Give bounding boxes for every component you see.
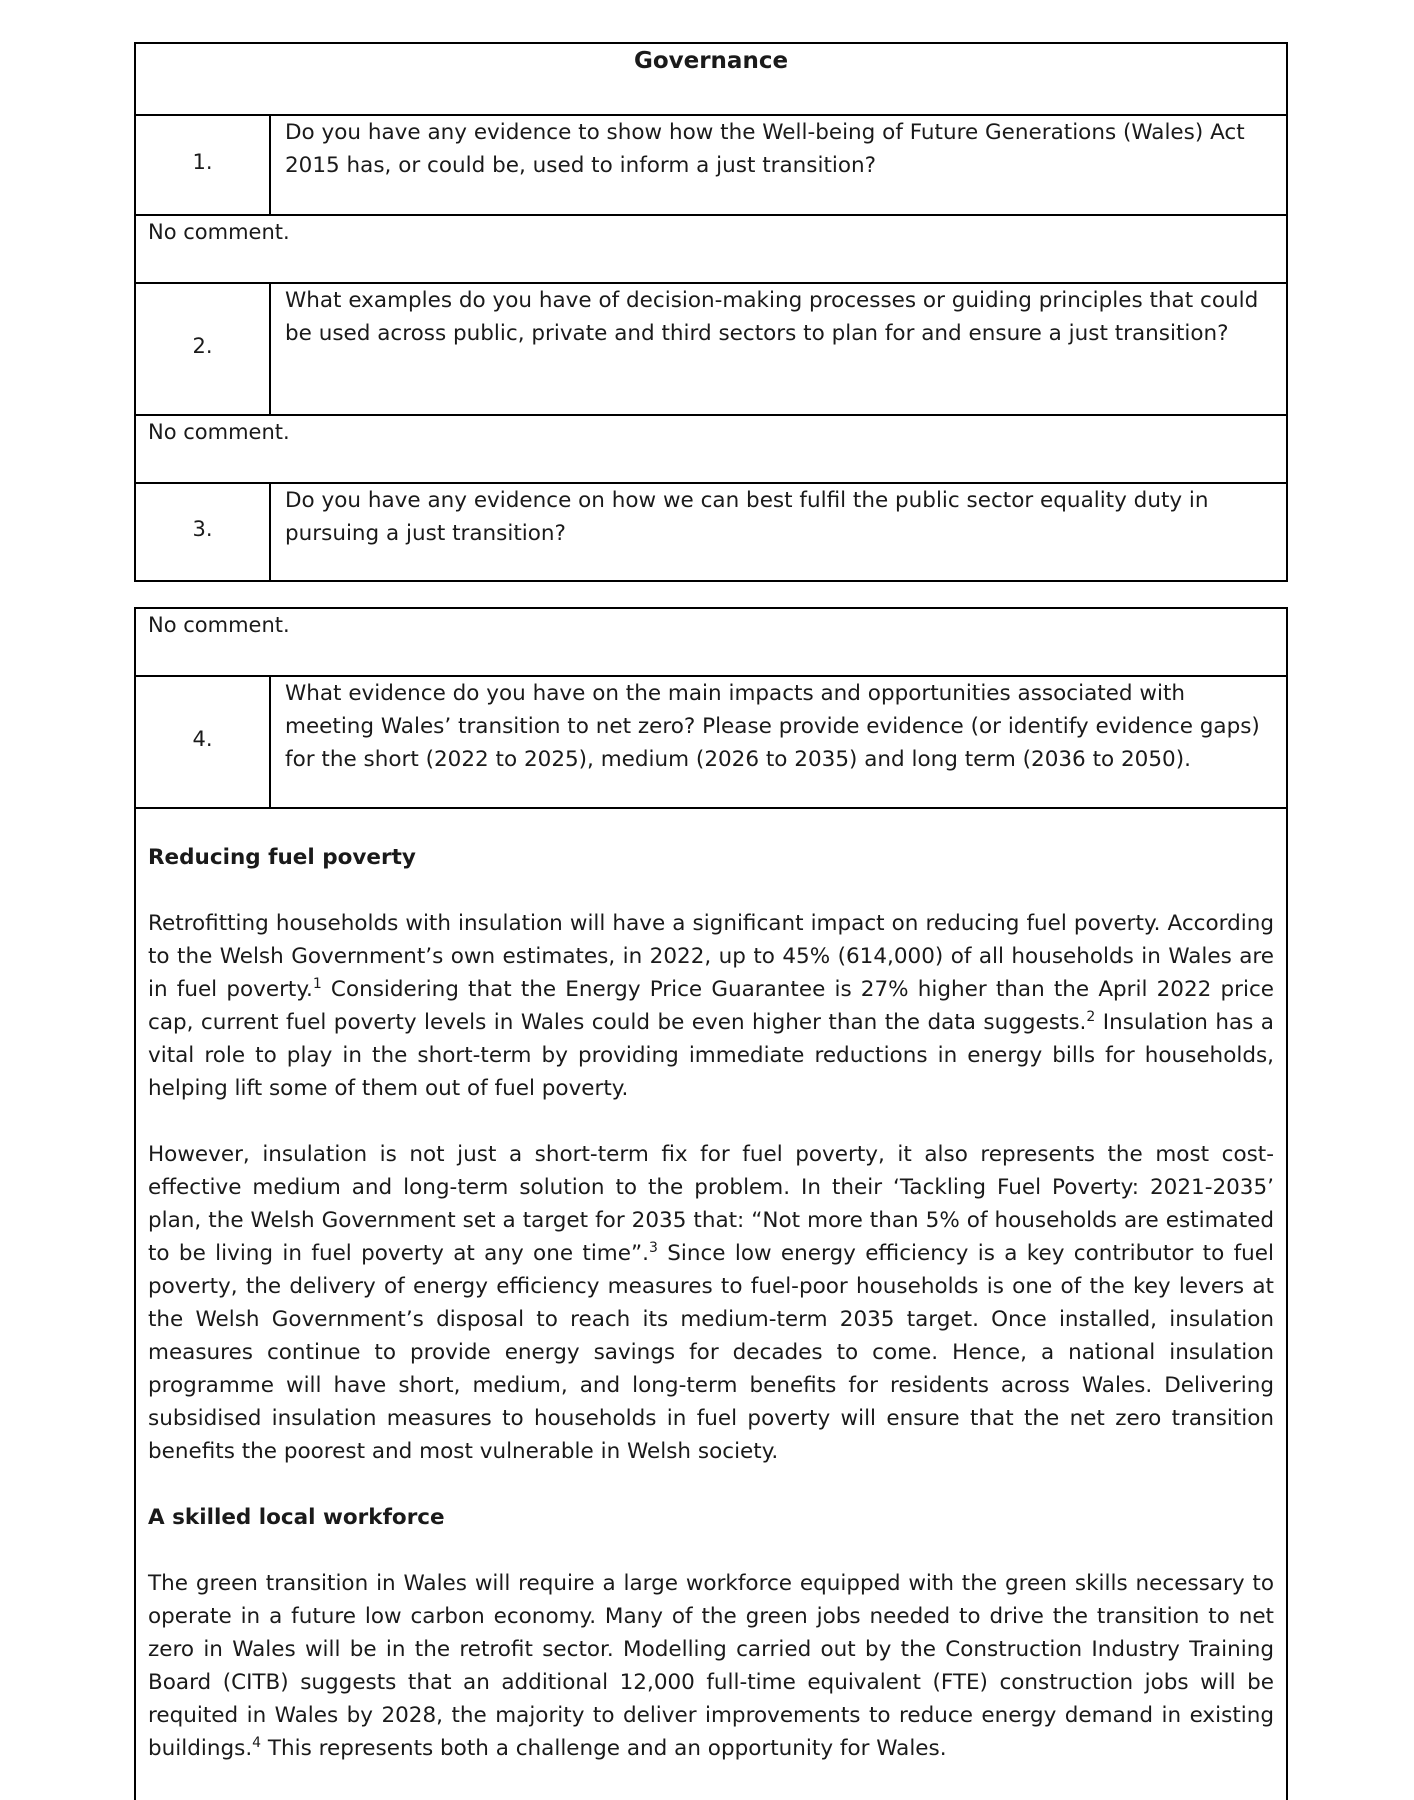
- question-number: 3.: [136, 484, 271, 580]
- question-row-3: [136, 484, 1286, 580]
- paragraph-fuel-poverty: Retrofitting households with insulation will have a significant impact on reducing fuel poverty. According to the Welsh Government’s own estimates, in 2022, up to 45% (614,000) of all households in Wales are in fuel poverty.$^1$ Considering that the Energy Price Guarantee is 27% higher than the April 2022 price cap, current fuel poverty levels in Wales could be even higher than the data suggests.$^2$ Insulation has a vital role to play in the short-term by providing immediate reductions in energy bills for households, helping lift some of them out of fuel poverty.: [148, 911, 1275, 1101]
- heading-reducing-fuel-poverty: Reducing fuel poverty: [148, 845, 416, 870]
- footnote-ref-4[interactable]: 4: [252, 1734, 262, 1751]
- question-number: 4.: [136, 677, 271, 807]
- question-text: Do you have any evidence to show how the Well-being of Future Generations (Wales) Act 2015 has, or could be, used to inform a just transition?: [285, 120, 1245, 178]
- footnote-ref-3[interactable]: 3: [648, 1239, 658, 1256]
- question-row-4: [136, 677, 1286, 809]
- answer-3: No comment.: [136, 609, 1286, 677]
- footnote-ref-1[interactable]: 1: [312, 975, 322, 992]
- paragraph-workforce: The green transition in Wales will require a large workforce equipped with the green skills necessary to operate in a future low carbon economy. Many of the green jobs needed to drive the transition to net zero in Wales will be in the retrofit sector. Modelling carried out by the Construction Industry Training Board (CITB) suggests that an additional 12,000 full-time equivalent (FTE) construction jobs will be requited in Wales by 2028, the majority to deliver improvements to reduce energy demand in existing buildings.$^4$ This represents both a challenge and an opportunity for Wales.: [148, 1571, 1274, 1761]
- governance-table-continued: [134, 607, 1288, 1800]
- paragraph-long-term-solution: However, insulation is not just a short-term fix for fuel poverty, it also represents the most cost-effective medium and long-term solution to the problem. In their ‘Tackling Fuel Poverty: 2021-2035’ plan, the Welsh Government set a target for 2035 that: “Not more than 5% of households are estimated to be living in fuel poverty at any one time”.$^3$ Since low energy efficiency is a key contributor to fuel poverty, the delivery of energy efficiency measures to fuel-poor households is one of the key levers at the Welsh Government’s disposal to reach its medium-term 2035 target. Once installed, insulation measures continue to provide energy savings for decades to come. Hence, a national insulation programme will have short, medium, and long-term benefits for residents across Wales. Delivering subsidised insulation measures to households in fuel poverty will ensure that the net zero transition benefits the poorest and most vulnerable in Welsh society.: [148, 1142, 1275, 1464]
- question-row-1: [136, 116, 1286, 216]
- answer-2: No comment.: [136, 416, 1286, 484]
- question-number: 2.: [136, 284, 271, 414]
- footnote-ref-2[interactable]: 2: [1086, 1008, 1096, 1025]
- question-text: What examples do you have of decision-making processes or guiding principles that could be used across public, private and third sectors to plan for and ensure a just transition?: [285, 288, 1259, 346]
- answer-1: No comment.: [136, 216, 1286, 284]
- question-row-2: [136, 284, 1286, 416]
- section-title: Governance: [136, 44, 1286, 116]
- question-number: 1.: [136, 116, 271, 214]
- question-text: What evidence do you have on the main impacts and opportunities associated with meeting Wales’ transition to net zero? Please provide evidence (or identify evidence gaps) for the short (2022 to 2025), medium (2026 to 2035) and long term (2036 to 2050).: [285, 681, 1260, 772]
- answer-4: [148, 841, 1274, 1765]
- governance-table: [134, 42, 1288, 582]
- heading-skilled-workforce: A skilled local workforce: [148, 1505, 445, 1530]
- question-text: Do you have any evidence on how we can best fulfil the public sector equality duty in pursuing a just transition?: [285, 488, 1209, 546]
